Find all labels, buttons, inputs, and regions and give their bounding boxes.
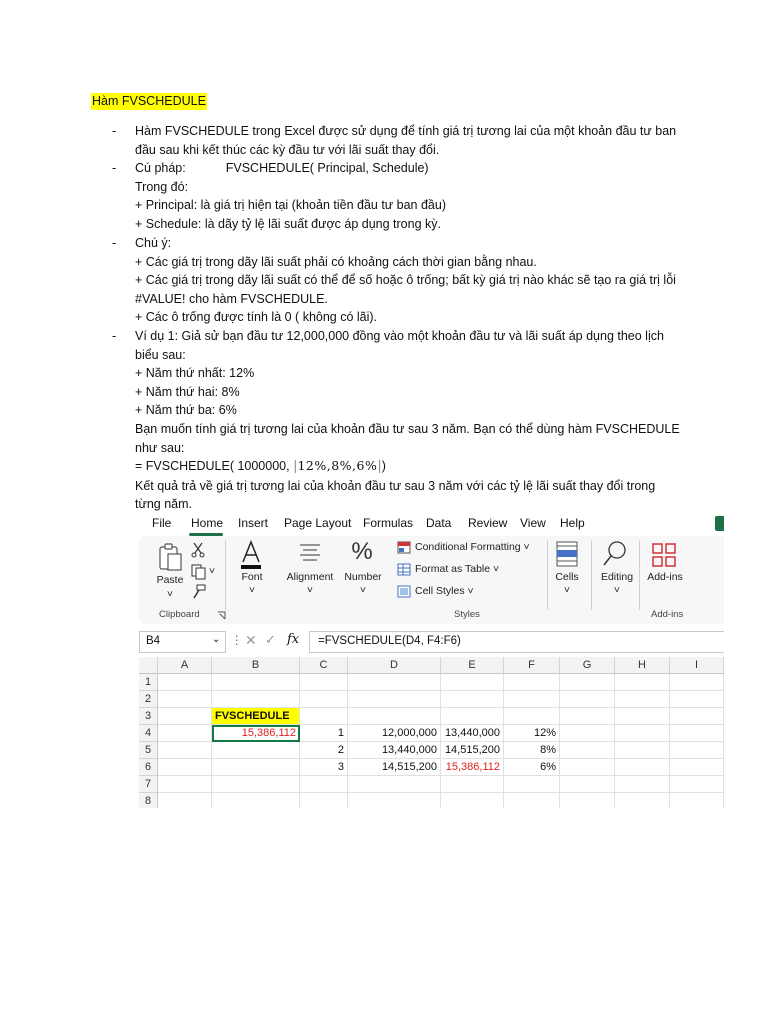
conditional-formatting-icon[interactable] xyxy=(397,541,411,554)
text-line: + Các giá trị trong dãy lãi suất có thể để số hoặc ô trống; bất kỳ giá trị nào khác sẽ tạo ra giá trị lỗi xyxy=(135,273,676,288)
bullet-description xyxy=(135,122,695,159)
cells-label[interactable]: Cells xyxy=(555,571,579,583)
column-header[interactable]: E xyxy=(441,657,504,674)
empty-cell[interactable] xyxy=(615,742,670,759)
empty-cell[interactable] xyxy=(615,691,670,708)
empty-cell[interactable] xyxy=(212,759,300,776)
cells-icon[interactable] xyxy=(555,540,579,568)
empty-cell[interactable] xyxy=(504,793,560,808)
cell-b3[interactable]: FVSCHEDULE xyxy=(212,708,300,725)
alignment-label[interactable]: Alignment xyxy=(286,571,334,583)
empty-cell[interactable] xyxy=(212,793,300,808)
paste-caret[interactable]: ˅ xyxy=(166,588,174,600)
text-line: như sau: xyxy=(135,440,185,455)
empty-cell[interactable] xyxy=(615,708,670,725)
format-painter-icon[interactable] xyxy=(191,584,207,600)
formula-prefix: = FVSCHEDULE( 1000000, xyxy=(135,459,290,474)
addins-icon[interactable] xyxy=(651,542,677,568)
cell-d4[interactable]: 12,000,000 xyxy=(348,725,441,742)
text-line: Trong đó: xyxy=(135,179,189,194)
empty-cell[interactable] xyxy=(615,674,670,691)
addins-group-label: Add-ins xyxy=(651,609,684,620)
alignment-icon[interactable] xyxy=(297,542,323,566)
set-close-bar: | xyxy=(377,459,382,475)
cell-f4[interactable]: 12% xyxy=(504,725,560,742)
text-line: Hàm FVSCHEDULE trong Excel được sử dụng để tính giá trị tương lai của một khoản đầu tư ban xyxy=(135,124,677,138)
menu-insert[interactable]: Insert xyxy=(238,516,269,530)
number-caret[interactable]: ˅ xyxy=(359,584,367,596)
text-line: Chú ý: xyxy=(135,236,172,250)
text-line: + Năm thứ hai: 8% xyxy=(135,384,240,399)
empty-cell[interactable] xyxy=(504,691,560,708)
empty-cell[interactable] xyxy=(670,742,724,759)
percent-icon[interactable]: % xyxy=(351,538,373,565)
cell-c6[interactable]: 3 xyxy=(300,759,348,776)
menu-review[interactable]: Review xyxy=(468,516,508,530)
conditional-formatting-button[interactable]: Conditional Formatting ˅ xyxy=(415,541,530,553)
ribbon xyxy=(139,536,724,624)
column-header[interactable]: A xyxy=(158,657,212,674)
format-as-table-icon[interactable] xyxy=(397,563,411,576)
cell-styles-button[interactable]: Cell Styles ˅ xyxy=(415,585,474,597)
empty-cell[interactable] xyxy=(300,776,348,793)
copy-icon[interactable] xyxy=(191,564,207,580)
empty-cell[interactable] xyxy=(158,793,212,808)
empty-cell[interactable] xyxy=(670,674,724,691)
row-header[interactable]: 3 xyxy=(139,708,158,725)
syntax-line xyxy=(135,159,695,178)
cells-caret[interactable]: ˅ xyxy=(563,584,571,596)
formula-text: =FVSCHEDULE(D4, F4:F6) xyxy=(318,635,461,647)
editing-label[interactable]: Editing xyxy=(600,571,634,583)
row-header[interactable]: 5 xyxy=(139,742,158,759)
bullet-dash: - xyxy=(112,329,117,343)
empty-cell[interactable] xyxy=(158,776,212,793)
empty-cell[interactable] xyxy=(158,708,212,725)
cell-c4[interactable]: 1 xyxy=(300,725,348,742)
empty-cell[interactable] xyxy=(348,708,441,725)
ribbon-separator xyxy=(639,540,640,610)
select-all-corner[interactable] xyxy=(139,657,158,674)
page-title: Hàm FVSCHEDULE xyxy=(92,94,206,108)
text-line: + Năm thứ nhất: 12% xyxy=(135,366,255,381)
empty-cell[interactable] xyxy=(670,708,724,725)
empty-cell[interactable] xyxy=(300,674,348,691)
font-caret[interactable]: ˅ xyxy=(248,584,256,596)
column-header[interactable]: B xyxy=(212,657,300,674)
column-header[interactable]: F xyxy=(504,657,560,674)
cell-f6[interactable]: 6% xyxy=(504,759,560,776)
row-header[interactable]: 7 xyxy=(139,776,158,793)
empty-cell[interactable] xyxy=(441,691,504,708)
ribbon-separator xyxy=(591,540,592,610)
font-label[interactable]: Font xyxy=(241,571,263,583)
empty-cell[interactable] xyxy=(560,793,615,808)
menu-home[interactable]: Home xyxy=(191,516,224,530)
menu-formulas[interactable]: Formulas xyxy=(363,516,414,530)
column-header[interactable]: H xyxy=(615,657,670,674)
formula-line xyxy=(135,457,695,477)
row-header[interactable]: 4 xyxy=(139,725,158,742)
column-header[interactable]: C xyxy=(300,657,348,674)
text-line: từng năm. xyxy=(135,497,193,512)
cut-icon[interactable] xyxy=(191,542,205,558)
styles-group-label: Styles xyxy=(454,609,480,620)
empty-cell[interactable] xyxy=(300,708,348,725)
bullet-example xyxy=(135,327,695,514)
empty-cell[interactable] xyxy=(615,725,670,742)
column-header[interactable]: D xyxy=(348,657,441,674)
menu-data[interactable]: Data xyxy=(426,516,452,530)
empty-cell[interactable] xyxy=(212,691,300,708)
font-icon[interactable] xyxy=(239,540,263,570)
cell-c5[interactable]: 2 xyxy=(300,742,348,759)
more-options-icon[interactable]: ⋮ xyxy=(231,635,243,647)
empty-cell[interactable] xyxy=(212,674,300,691)
cell-f5[interactable]: 8% xyxy=(504,742,560,759)
syntax-label: Cú pháp: xyxy=(135,161,186,175)
menu-help[interactable]: Help xyxy=(560,516,585,530)
empty-cell[interactable] xyxy=(670,691,724,708)
empty-cell[interactable] xyxy=(348,674,441,691)
bullet-notes xyxy=(135,234,695,327)
set-open-bar: | xyxy=(293,459,298,475)
share-icon[interactable] xyxy=(715,516,724,531)
text-line: Bạn muốn tính giá trị tương lai của khoản đầu tư sau 3 năm. Bạn có thể dùng hàm FVSCHEDULE xyxy=(135,421,680,436)
text-line: đầu sau khi kết thúc các kỳ đầu tư với lãi suất thay đổi. xyxy=(135,142,440,157)
empty-cell[interactable] xyxy=(670,725,724,742)
name-box-value: B4 xyxy=(146,635,161,647)
empty-cell[interactable] xyxy=(615,776,670,793)
text-line: Ví dụ 1: Giả sử bạn đầu tư 12,000,000 đồng vào một khoản đầu tư và lãi suất áp dụng theo lịch xyxy=(135,329,664,343)
empty-cell[interactable] xyxy=(560,742,615,759)
text-line: + Các giá trị trong dãy lãi suất phải có khoảng cách thời gian bằng nhau. xyxy=(135,254,537,269)
name-box[interactable] xyxy=(139,631,226,653)
addins-label[interactable]: Add-ins xyxy=(647,571,683,583)
empty-cell[interactable] xyxy=(504,674,560,691)
dialog-launcher-icon[interactable] xyxy=(217,611,226,620)
insert-function-icon[interactable]: fx xyxy=(287,632,300,647)
empty-cell[interactable] xyxy=(300,793,348,808)
spreadsheet-grid xyxy=(139,657,724,808)
cancel-icon[interactable]: ✕ xyxy=(245,632,257,648)
row-header[interactable]: 6 xyxy=(139,759,158,776)
bullet-dash: - xyxy=(112,236,117,250)
paste-label[interactable]: Paste xyxy=(156,574,184,586)
empty-cell[interactable] xyxy=(158,742,212,759)
bullet-dash: - xyxy=(112,161,117,175)
editing-search-icon[interactable] xyxy=(602,540,628,568)
empty-cell[interactable] xyxy=(615,793,670,808)
excel-menu-bar xyxy=(135,513,724,535)
ribbon-separator xyxy=(547,540,548,610)
text-line: + Principal: là giá trị hiện tại (khoản tiền đầu tư ban đầu) xyxy=(135,198,446,213)
clipboard-group-label: Clipboard xyxy=(159,609,200,620)
empty-cell[interactable] xyxy=(615,759,670,776)
empty-cell[interactable] xyxy=(560,691,615,708)
bullet-dash: - xyxy=(112,124,117,138)
cell-styles-icon[interactable] xyxy=(397,585,411,598)
empty-cell[interactable] xyxy=(212,742,300,759)
empty-cell[interactable] xyxy=(504,776,560,793)
empty-cell[interactable] xyxy=(441,674,504,691)
formula-suffix: ) xyxy=(381,459,386,474)
text-line: + Schedule: là dãy tỷ lệ lãi suất được áp dụng trong kỳ. xyxy=(135,216,441,231)
menu-file[interactable]: File xyxy=(152,516,172,530)
bullet-syntax xyxy=(135,159,695,233)
empty-cell[interactable] xyxy=(158,759,212,776)
empty-cell[interactable] xyxy=(441,708,504,725)
menu-view[interactable]: View xyxy=(520,516,546,530)
empty-cell[interactable] xyxy=(441,793,504,808)
text-line: + Năm thứ ba: 6% xyxy=(135,403,237,418)
formula-bar xyxy=(139,630,724,654)
text-line: + Các ô trống được tính là 0 ( không có lãi). xyxy=(135,310,378,325)
row-header[interactable]: 8 xyxy=(139,793,158,808)
cell-b4-selected[interactable]: 15,386,112 xyxy=(212,725,300,742)
empty-cell[interactable] xyxy=(212,776,300,793)
empty-cell[interactable] xyxy=(348,691,441,708)
cell-e5[interactable]: 14,515,200 xyxy=(441,742,504,759)
row-header[interactable]: 1 xyxy=(139,674,158,691)
empty-cell[interactable] xyxy=(670,759,724,776)
paste-icon[interactable] xyxy=(157,542,183,572)
cell-e6[interactable]: 15,386,112 xyxy=(441,759,504,776)
text-line: #VALUE! cho hàm FVSCHEDULE. xyxy=(135,291,328,306)
empty-cell[interactable] xyxy=(158,691,212,708)
format-as-table-button[interactable]: Format as Table ˅ xyxy=(415,563,500,575)
empty-cell[interactable] xyxy=(441,776,504,793)
empty-cell[interactable] xyxy=(348,793,441,808)
chevron-down-icon[interactable]: ⌄ xyxy=(212,634,221,645)
menu-page-layout[interactable]: Page Layout xyxy=(284,516,352,530)
empty-cell[interactable] xyxy=(300,691,348,708)
syntax-formula: FVSCHEDULE( Principal, Schedule) xyxy=(225,161,429,175)
alignment-caret[interactable]: ˅ xyxy=(306,584,314,596)
text-line: Kết quả trả về giá trị tương lai của khoản đầu tư sau 3 năm với các tỷ lệ lãi suất thay đổi trong xyxy=(135,478,656,493)
empty-cell[interactable] xyxy=(560,725,615,742)
empty-cell[interactable] xyxy=(560,708,615,725)
number-label[interactable]: Number xyxy=(344,571,382,583)
copy-caret[interactable]: ˅ xyxy=(209,565,216,577)
column-header[interactable]: G xyxy=(560,657,615,674)
excel-screenshot xyxy=(135,513,724,808)
empty-cell[interactable] xyxy=(560,776,615,793)
empty-cell[interactable] xyxy=(560,759,615,776)
empty-cell[interactable] xyxy=(670,776,724,793)
row-header[interactable]: 2 xyxy=(139,691,158,708)
empty-cell[interactable] xyxy=(158,674,212,691)
empty-cell[interactable] xyxy=(670,793,724,808)
empty-cell[interactable] xyxy=(560,674,615,691)
ribbon-separator xyxy=(225,540,226,610)
confirm-icon[interactable]: ✓ xyxy=(265,632,276,647)
empty-cell[interactable] xyxy=(504,708,560,725)
cell-d6[interactable]: 14,515,200 xyxy=(348,759,441,776)
cell-d5[interactable]: 13,440,000 xyxy=(348,742,441,759)
formula-rate-set: 12%,8%,6% xyxy=(297,458,378,474)
editing-caret[interactable]: ˅ xyxy=(613,584,621,596)
empty-cell[interactable] xyxy=(348,776,441,793)
column-header[interactable]: I xyxy=(670,657,724,674)
text-line: biểu sau: xyxy=(135,347,186,362)
formula-input[interactable] xyxy=(309,631,724,653)
empty-cell[interactable] xyxy=(158,725,212,742)
cell-e4[interactable]: 13,440,000 xyxy=(441,725,504,742)
